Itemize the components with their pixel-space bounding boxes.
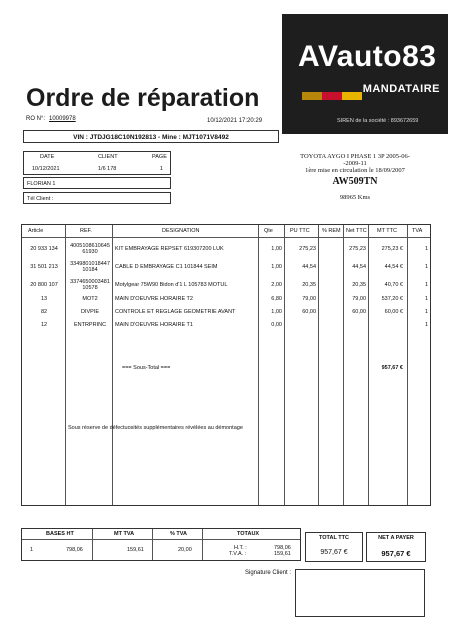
signature-box — [295, 569, 425, 617]
totals-mt-tva: 159,61 — [127, 547, 144, 553]
row-tva: 1 — [424, 309, 428, 315]
row-article: 13 — [40, 296, 48, 302]
col-divider — [284, 225, 285, 505]
col-divider — [368, 225, 369, 505]
row-ref: MOT2 — [82, 296, 98, 302]
tel-box — [23, 192, 171, 204]
row-mt: 44,54 € — [384, 264, 403, 270]
row-net: 60,00 — [352, 309, 366, 315]
row-article: 12 — [40, 322, 48, 328]
th-tva: TVA — [412, 228, 423, 234]
info-page: 1 — [160, 166, 164, 172]
row-net: 44,54 — [352, 264, 366, 270]
th-ref: REF. — [80, 228, 92, 234]
row-pu: 275,23 — [299, 246, 316, 252]
row-pu: 79,00 — [302, 296, 316, 302]
row-mt: 275,23 € — [381, 246, 403, 252]
row-designation: MAIN D'OEUVRE HORAIRE T2 — [115, 296, 193, 302]
logo-brand: AVauto83 — [298, 40, 437, 73]
doc-datetime: 10/12/2021 17:20:29 — [207, 118, 263, 124]
row-ref: ENTRPRINC — [73, 322, 107, 328]
logo-subtitle: MANDATAIRE — [362, 83, 440, 95]
row-designation: KIT EMBRAYAGE REPSET 619307200 LUK — [115, 246, 224, 252]
signature-label: Signature Client : — [245, 570, 292, 576]
row-ref: 3349801018447 — [70, 261, 110, 267]
row-pu: 60,00 — [302, 309, 316, 315]
row-qte: 1,00 — [271, 246, 282, 252]
page-title: Ordre de réparation — [26, 84, 260, 112]
logo-stripe — [302, 92, 362, 100]
row-net: 275,23 — [349, 246, 366, 252]
row-designation: CONTROLE ET REGLAGE GEOMETRIE AVANT — [115, 309, 236, 315]
row-ref-line2: 61930 — [82, 249, 98, 255]
row-qte: 1,00 — [271, 264, 282, 270]
info-header-page: PAGE — [152, 154, 167, 160]
ro-label: RO N°: — [26, 116, 46, 122]
ro-number: 10009978 — [49, 116, 76, 122]
row-tva: 1 — [424, 322, 428, 328]
ht-value: 798,06 — [274, 545, 291, 551]
totals-pct: 20,00 — [178, 547, 192, 553]
th-mt: MT TTC — [377, 228, 397, 234]
col-divider — [343, 225, 344, 505]
row-qte: 0,00 — [271, 322, 282, 328]
row-pu: 20,35 — [302, 282, 316, 288]
row-designation: MAIN D'OEUVRE HORAIRE T1 — [115, 322, 193, 328]
col-divider — [92, 529, 93, 560]
vehicle-km: 98965 Kms — [339, 194, 371, 201]
row-ref-line2: 10578 — [82, 285, 98, 291]
totals-base: 798,06 — [66, 547, 83, 553]
row-mt: 60,00 € — [384, 309, 403, 315]
items-table — [21, 224, 431, 506]
reserve-note: Sous réserve de défectuosités supplémentaires révélées au démontage — [68, 425, 243, 431]
th-totaux: TOTAUX — [237, 531, 260, 537]
row-ref-line2: 10184 — [82, 267, 98, 273]
th-net: Net TTC — [346, 228, 367, 234]
row-article: 20 800 107 — [30, 282, 58, 288]
col-divider — [65, 225, 66, 505]
row-qte: 6,80 — [271, 296, 282, 302]
th-designation: DESIGNATION — [162, 228, 200, 234]
vin-text: VIN : JTDJG18C10N192813 - Mine : MJT1071V8492 — [73, 134, 229, 141]
vin-bar — [23, 130, 279, 143]
row-tva: 1 — [424, 296, 428, 302]
tva-value: 159,61 — [274, 551, 291, 557]
row-pu: 44,54 — [302, 264, 316, 270]
tva-label: T.V.A. : — [229, 551, 247, 557]
th-qte: Qte — [264, 228, 273, 234]
col-divider — [112, 225, 113, 505]
vehicle-line1: TOYOTA AYGO I PHASE 1 3P 2005-06- — [300, 153, 410, 160]
vehicle-line2: -2009-11 — [343, 160, 367, 167]
company-logo — [282, 14, 448, 134]
ht-label: H.T. : — [234, 545, 247, 551]
info-header-client: CLIENT — [98, 154, 118, 160]
siren-text: SIREN de la société : 893672659 — [337, 118, 419, 124]
total-ttc-box — [305, 532, 363, 562]
row-designation: CABLE D EMBRAYAGE C1 101844 SEIM — [115, 264, 218, 270]
total-ttc-label: TOTAL TTC — [319, 535, 349, 541]
info-header-date: DATE — [40, 154, 55, 160]
row-designation: Motylgear 75W90 Bidon d'1 L 105783 MOTUL — [115, 282, 228, 288]
client-name-box — [23, 177, 171, 189]
totals-box — [21, 528, 301, 561]
net-a-payer-value: 957,67 € — [381, 549, 411, 558]
totals-index: 1 — [30, 547, 34, 553]
col-divider — [202, 529, 203, 560]
info-client: 1/6 178 — [98, 166, 117, 172]
subtotal-value: 957,67 € — [381, 365, 403, 371]
tel-label: Tél Client : — [27, 196, 54, 202]
net-a-payer-label: NET A PAYER — [378, 535, 414, 541]
info-box — [23, 151, 171, 175]
subtotal-label: === Sous-Total === — [122, 365, 171, 371]
th-rem: % REM — [322, 228, 341, 234]
row-mt: 40,70 € — [384, 282, 403, 288]
col-divider — [407, 225, 408, 505]
row-article: 20 933 134 — [30, 246, 58, 252]
col-divider — [152, 529, 153, 560]
row-qte: 1,00 — [271, 309, 282, 315]
vehicle-line3: 1ère mise en circulation le 18/09/2007 — [305, 167, 405, 174]
client-name: FLORIAN 1 — [27, 181, 56, 187]
row-tva: 1 — [424, 282, 428, 288]
col-divider — [318, 225, 319, 505]
total-ttc-value: 957,67 € — [320, 549, 348, 556]
row-tva: 1 — [424, 246, 428, 252]
row-tva: 1 — [424, 264, 428, 270]
net-a-payer-box — [366, 532, 426, 562]
th-article: Article — [28, 228, 44, 234]
row-ref: 4005108610645 — [70, 243, 110, 249]
th-pu: PU TTC — [290, 228, 310, 234]
row-net: 20,35 — [352, 282, 366, 288]
row-ref: 3374650003481 — [70, 279, 110, 285]
row-mt: 537,20 € — [381, 296, 403, 302]
row-qte: 2,00 — [271, 282, 282, 288]
row-article: 31 501 213 — [30, 264, 58, 270]
row-net: 79,00 — [352, 296, 366, 302]
col-divider — [258, 225, 259, 505]
th-bases-ht: BASES HT — [46, 531, 74, 537]
th-pct-tva: % TVA — [170, 531, 188, 537]
vehicle-info — [280, 153, 430, 201]
info-date: 10/12/2021 — [32, 166, 60, 172]
vehicle-plate: AW509TN — [332, 176, 378, 187]
th-mt-tva: MT TVA — [114, 531, 135, 537]
row-article: 82 — [40, 309, 48, 315]
row-ref: DIVPIE — [80, 309, 100, 315]
